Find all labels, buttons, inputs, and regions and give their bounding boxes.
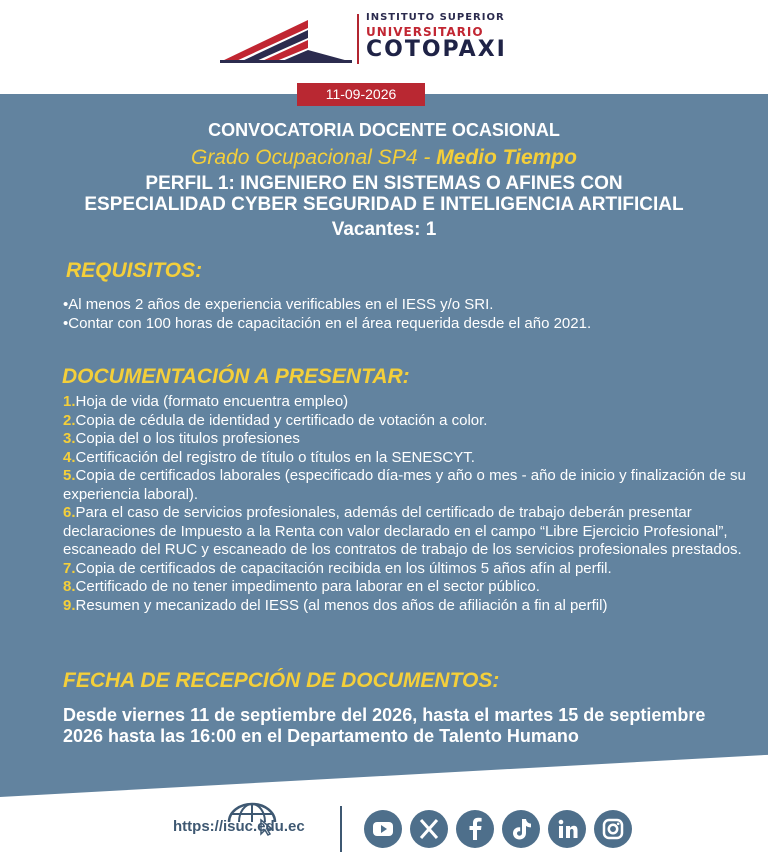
instagram-icon[interactable]: [594, 810, 632, 848]
footer-divider: [340, 806, 342, 852]
item-number: 3.: [63, 430, 76, 447]
list-item: •Contar con 100 horas de capacitación en el área requerida desde el año 2021.: [63, 315, 592, 332]
profile-line-2: ESPECIALIDAD CYBER SEGURIDAD E INTELIGENCIA ARTIFICIAL: [84, 194, 684, 215]
list-item: [63, 560, 755, 579]
profile-line-1: PERFIL 1: INGENIERO EN SISTEMAS O AFINES CON: [145, 173, 623, 194]
grade-prefix: Grado Ocupacional SP4 -: [191, 146, 437, 169]
item-number: 5.: [63, 467, 76, 484]
requisitos-list: [63, 295, 753, 333]
facebook-icon[interactable]: [456, 810, 494, 848]
profile-title: [0, 173, 768, 215]
logo-divider: [357, 14, 359, 64]
page-title: CONVOCATORIA DOCENTE OCASIONAL: [208, 120, 560, 140]
fecha-heading: FECHA DE RECEPCIÓN DE DOCUMENTOS:: [63, 669, 500, 692]
list-item: [63, 412, 755, 431]
logo-line-1: INSTITUTO SUPERIOR: [366, 12, 505, 23]
item-text: Copia de certificados de capacitación recibida en los últimos 5 años afín al perfil.: [75, 559, 612, 577]
item-text: Copia de certificados laborales (especificado día-mes y año o mes - año de inicio y finalización de su experiencia laboral).: [63, 467, 746, 503]
list-item: [63, 449, 755, 468]
list-item: [63, 578, 755, 597]
institute-logo-icon: [220, 18, 352, 64]
grade-suffix: Medio Tiempo: [436, 146, 577, 169]
item-text: Certificación del registro de título o títulos en la SENESCYT.: [75, 448, 475, 466]
website-link[interactable]: https://isuc.edu.ec: [173, 818, 305, 835]
item-text: Certificado de no tener impedimento para laborar en el sector público.: [75, 578, 540, 595]
tiktok-icon[interactable]: [502, 810, 540, 848]
list-item: [63, 430, 755, 449]
item-text: Para el caso de servicios profesionales, además del certificado de trabajo deberán presentar declaraciones de Impuesto a la Renta con valor declarado en el campo “Libre Ejercicio Profesional”, escaneado del RUC y escaneado de los contratos de trabajo de los servicios profesionales prestados.: [63, 504, 742, 558]
linkedin-icon[interactable]: [548, 810, 586, 848]
list-item: [63, 597, 755, 616]
requisitos-heading: REQUISITOS:: [66, 259, 203, 282]
documentacion-list: [63, 393, 755, 615]
list-item: [63, 504, 755, 560]
item-text: Hoja de vida (formato encuentra empleo): [75, 393, 349, 410]
documentacion-heading: DOCUMENTACIÓN A PRESENTAR:: [62, 365, 410, 388]
item-text: Copia de cédula de identidad y certificado de votación a color.: [75, 411, 488, 429]
x-icon[interactable]: [410, 810, 448, 848]
item-number: 4.: [63, 448, 76, 466]
vacancies: Vacantes: 1: [331, 219, 437, 240]
item-text: Copia del o los titulos profesiones: [75, 430, 300, 447]
item-text: Resumen y mecanizado del IESS (al menos dos años de afiliación a fin al perfil): [75, 596, 608, 614]
logo-line-2: UNIVERSITARIO: [366, 25, 484, 39]
list-item: [63, 467, 755, 504]
fecha-text: Desde viernes 11 de septiembre del 2026, hasta el martes 15 de septiembre 2026 hasta las 16:00 en el Departamento de Talento Humano: [63, 705, 706, 746]
item-number: 1.: [63, 393, 76, 410]
item-number: 2.: [63, 411, 76, 429]
institute-logo-text: [366, 12, 506, 61]
list-item: [63, 393, 755, 412]
date-badge: 11-09-2026: [297, 83, 425, 106]
grade-line: [0, 146, 768, 170]
logo-line-3: COTOPAXI: [366, 37, 507, 62]
youtube-icon[interactable]: [364, 810, 402, 848]
list-item: •Al menos 2 años de experiencia verificables en el IESS y/o SRI.: [63, 296, 494, 313]
item-number: 7.: [63, 559, 76, 577]
item-number: 6.: [63, 504, 76, 521]
item-number: 9.: [63, 596, 76, 614]
item-number: 8.: [63, 578, 76, 595]
